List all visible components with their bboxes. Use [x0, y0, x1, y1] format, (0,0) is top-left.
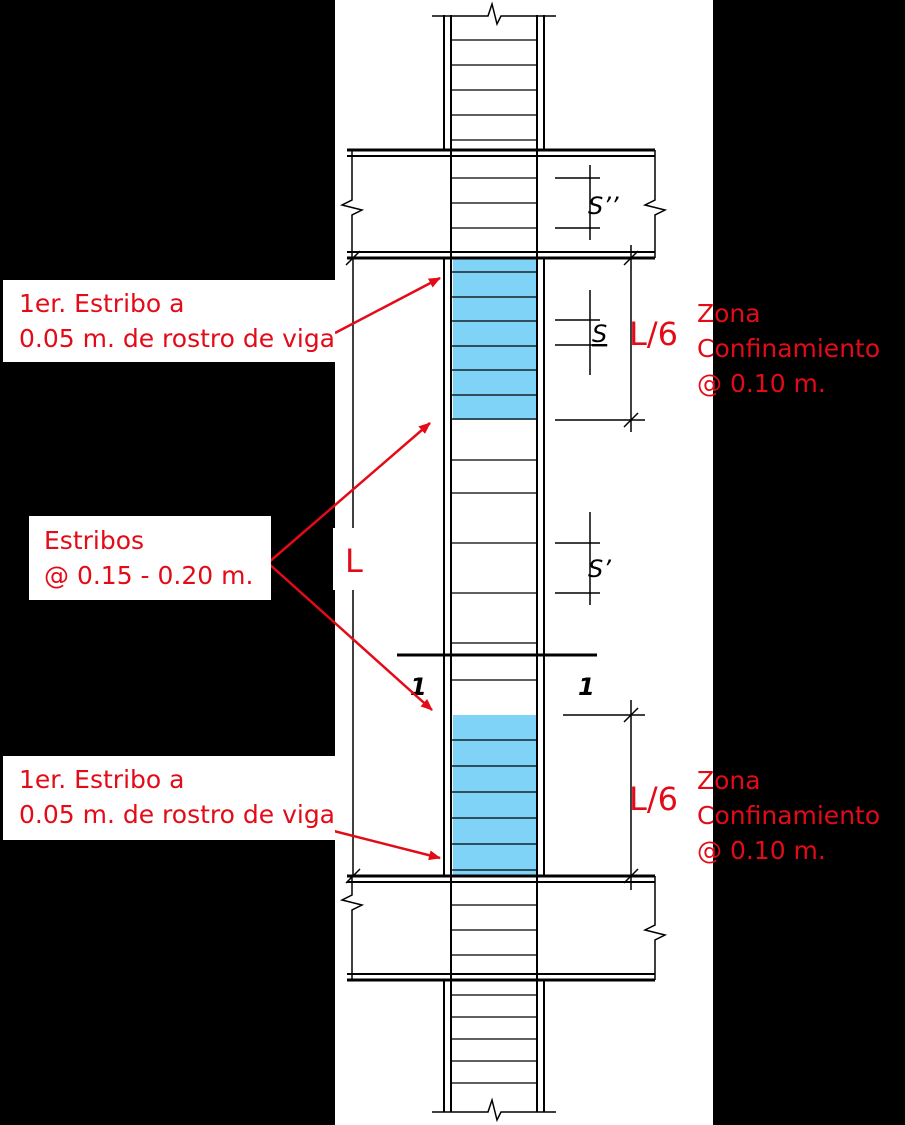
top-first-stirrup-line2: 0.05 m. de rostro de viga [19, 324, 336, 353]
top-first-stirrup-callout [3, 280, 335, 362]
bottom-zone-line1: Zona [697, 766, 761, 795]
spacing-label-middle: S’ [588, 555, 611, 583]
spacing-label-beam: S’’ [588, 192, 619, 220]
bottom-first-stirrup-callout [3, 756, 335, 840]
spacing-label-confined: S [592, 320, 608, 348]
stirrups-callout [29, 516, 271, 600]
stirrups-line1: Estribos [44, 526, 145, 555]
stirrups-line2: @ 0.15 - 0.20 m. [44, 561, 254, 590]
bottom-first-stirrup-line2: 0.05 m. de rostro de viga [19, 800, 336, 829]
top-zone-line2: Confinamiento [697, 334, 881, 363]
top-zone-line1: Zona [697, 299, 761, 328]
span-label: L [345, 542, 363, 580]
top-zone-line3: @ 0.10 m. [697, 369, 826, 398]
section-label-right: 1 [578, 673, 595, 701]
top-confinement-zone [453, 258, 536, 420]
bottom-zone-line3: @ 0.10 m. [697, 836, 826, 865]
bottom-confinement-zone [453, 715, 536, 877]
bottom-zone-dimension: L/6 [629, 780, 678, 818]
top-zone-dimension: L/6 [629, 315, 678, 353]
drawing-sheet [335, 0, 713, 1125]
top-first-stirrup-line1: 1er. Estribo a [19, 289, 185, 318]
bottom-zone-line2: Confinamiento [697, 801, 881, 830]
section-label-left: 1 [410, 673, 427, 701]
bottom-first-stirrup-line1: 1er. Estribo a [19, 765, 185, 794]
